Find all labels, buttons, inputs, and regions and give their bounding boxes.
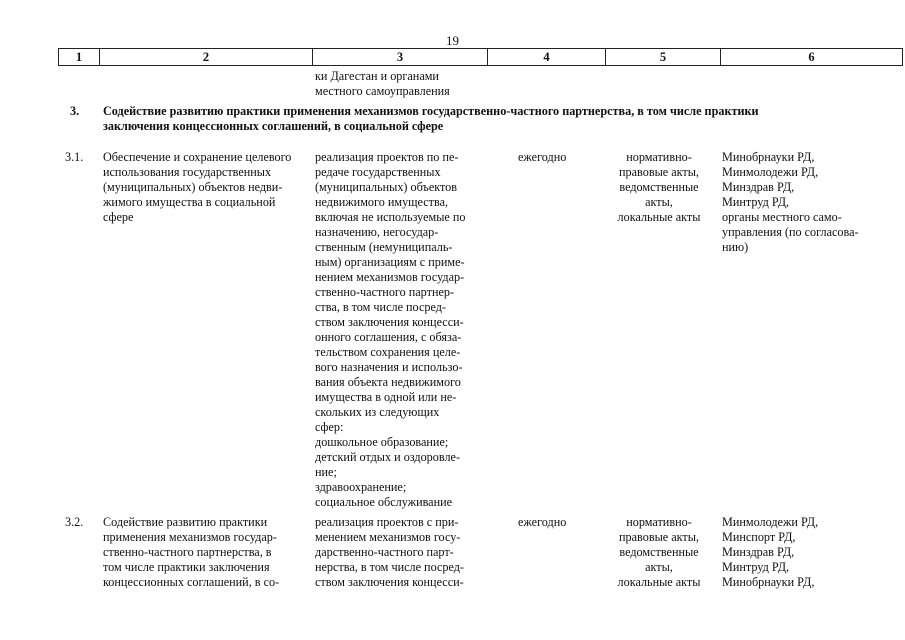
text-line: акты,	[645, 195, 673, 209]
text-line: Минздрав РД,	[722, 545, 795, 559]
page-number: 19	[446, 33, 459, 48]
text-line: скольких из следующих	[315, 405, 440, 419]
text-line: (муниципальных) объектов	[315, 180, 458, 194]
text-line: социальное обслуживание	[315, 495, 453, 509]
text-line: имущества в одной или не-	[315, 390, 457, 404]
text-line: нормативно-	[626, 150, 692, 164]
row-deadline: ежегодно	[518, 515, 567, 529]
row-measure-content	[315, 515, 482, 590]
column-header-2: 2	[100, 49, 313, 66]
column-header-3: 3	[313, 49, 488, 66]
column-header-4: 4	[488, 49, 606, 66]
text-line: Минмолодежи РД,	[722, 165, 819, 179]
text-line: дошкольное образование;	[315, 435, 449, 449]
text-line: местного самоуправления	[315, 84, 450, 98]
text-line: Минмолодежи РД,	[722, 515, 819, 529]
text-line: нормативно-	[626, 515, 692, 529]
row-responsible	[722, 515, 872, 590]
text-line: сфер:	[315, 420, 344, 434]
text-line: детский отдых и оздоровле-	[315, 450, 461, 464]
text-line: включая не используемые по	[315, 210, 466, 224]
text-line: онного соглашения, с обяза-	[315, 330, 462, 344]
text-line: нию)	[722, 240, 749, 254]
text-line: ние;	[315, 465, 337, 479]
text-line: менением механизмов госу-	[315, 530, 461, 544]
text-line: редаче государственных	[315, 165, 441, 179]
text-line: локальные акты	[617, 575, 701, 589]
text-line: Обеспечение и сохранение целевого	[103, 150, 292, 164]
text-line: ственным (немуниципаль-	[315, 240, 453, 254]
text-line: ным) организациям с приме-	[315, 255, 465, 269]
text-line: Минздрав РД,	[722, 180, 795, 194]
text-line: ственно-частного партнер-	[315, 285, 455, 299]
text-line: органы местного само-	[722, 210, 842, 224]
row-result-acts	[600, 515, 718, 590]
row-measure-content	[315, 150, 482, 510]
row-responsible	[722, 150, 872, 255]
section-title	[103, 104, 863, 134]
text-line: вания объекта недвижимого	[315, 375, 461, 389]
text-line: локальные акты	[617, 210, 701, 224]
text-line: ведомственные	[619, 180, 699, 194]
text-line: назначению, негосудар-	[315, 225, 439, 239]
section-number: 3.	[70, 104, 80, 118]
text-line: Минобрнауки РД,	[722, 575, 815, 589]
text-line: заключения концессионных соглашений, в социальной сфере	[103, 119, 444, 133]
column-header-1: 1	[59, 49, 100, 66]
text-line: ведомственные	[619, 545, 699, 559]
text-line: нением механизмов государ-	[315, 270, 465, 284]
row-measure-name	[103, 515, 306, 590]
column-header-6: 6	[721, 49, 903, 66]
column-header-table	[58, 48, 903, 66]
column-header-row	[59, 49, 903, 66]
row-result-acts	[600, 150, 718, 225]
text-line: правовые акты,	[619, 165, 699, 179]
text-line: Минспорт РД,	[722, 530, 796, 544]
text-line: реализация проектов с при-	[315, 515, 459, 529]
text-line: ки Дагестан и органами	[315, 69, 439, 83]
text-line: акты,	[645, 560, 673, 574]
text-line: ства, в том числе посред-	[315, 300, 446, 314]
text-line: том числе практики заключения	[103, 560, 270, 574]
text-line: здравоохранение;	[315, 480, 407, 494]
text-line: сфере	[103, 210, 134, 224]
text-line: нерства, в том числе посред-	[315, 560, 464, 574]
text-line: вого назначения и использо-	[315, 360, 463, 374]
text-line: Минтруд РД,	[722, 560, 790, 574]
column-header-5: 5	[606, 49, 721, 66]
text-line: Минобрнауки РД,	[722, 150, 815, 164]
text-line: концессионных соглашений, в со-	[103, 575, 280, 589]
text-line: Содействие развитию практики применения механизмов государственно-частного партнерства, в том числе практики	[103, 104, 759, 118]
text-line: дарственно-частного парт-	[315, 545, 454, 559]
text-line: правовые акты,	[619, 530, 699, 544]
text-line: ственно-частного партнерства, в	[103, 545, 272, 559]
text-line: применения механизмов государ-	[103, 530, 277, 544]
text-line: ством заключения концесси-	[315, 315, 464, 329]
row-number: 3.2.	[65, 515, 84, 529]
row-measure-name	[103, 150, 306, 225]
text-line: Содействие развитию практики	[103, 515, 268, 529]
text-line: тельством сохранения целе-	[315, 345, 461, 359]
text-line: ством заключения концесси-	[315, 575, 464, 589]
text-line: жимого имущества в социальной	[103, 195, 276, 209]
row-number: 3.1.	[65, 150, 84, 164]
text-line: недвижимого имущества,	[315, 195, 449, 209]
continuation-text	[315, 69, 482, 99]
text-line: управления (по согласова-	[722, 225, 859, 239]
row-deadline: ежегодно	[518, 150, 567, 164]
text-line: Минтруд РД,	[722, 195, 790, 209]
text-line: реализация проектов по пе-	[315, 150, 459, 164]
text-line: (муниципальных) объектов недви-	[103, 180, 283, 194]
text-line: использования государственных	[103, 165, 272, 179]
